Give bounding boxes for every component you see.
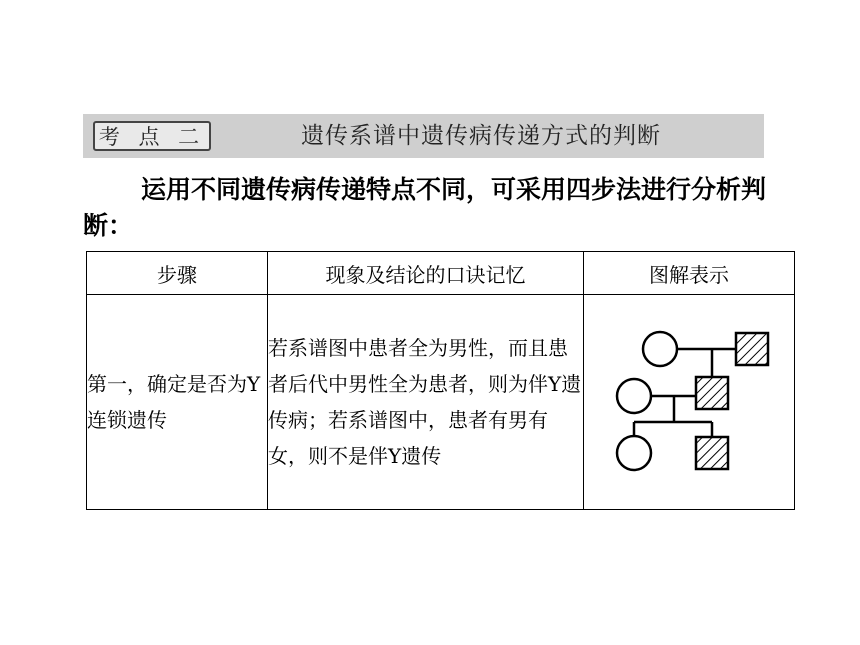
table-header-row [87,252,795,295]
section-banner [83,114,764,158]
rule-cell: 若系谱图中患者全为男性，而且患者后代中男性全为患者，则为伴Y遗传病；若系谱图中，患者有男有女，则不是伴Y遗传 [268,295,584,510]
diagram-cell [584,295,795,510]
method-table [86,251,795,510]
column-header-diagram: 图解表示 [584,252,795,295]
section-tag: 考 点 二 [93,121,211,151]
table-row [87,295,795,510]
intro-paragraph: 运用不同遗传病传递特点不同，可采用四步法进行分析判断： [83,175,767,240]
pedigree-chart-icon [604,327,774,477]
column-header-rule: 现象及结论的口诀记忆 [268,252,584,295]
step-cell: 第一，确定是否为Y连锁遗传 [87,295,268,510]
column-header-step: 步骤 [87,252,268,295]
section-title: 遗传系谱中遗传病传递方式的判断 [301,123,661,149]
